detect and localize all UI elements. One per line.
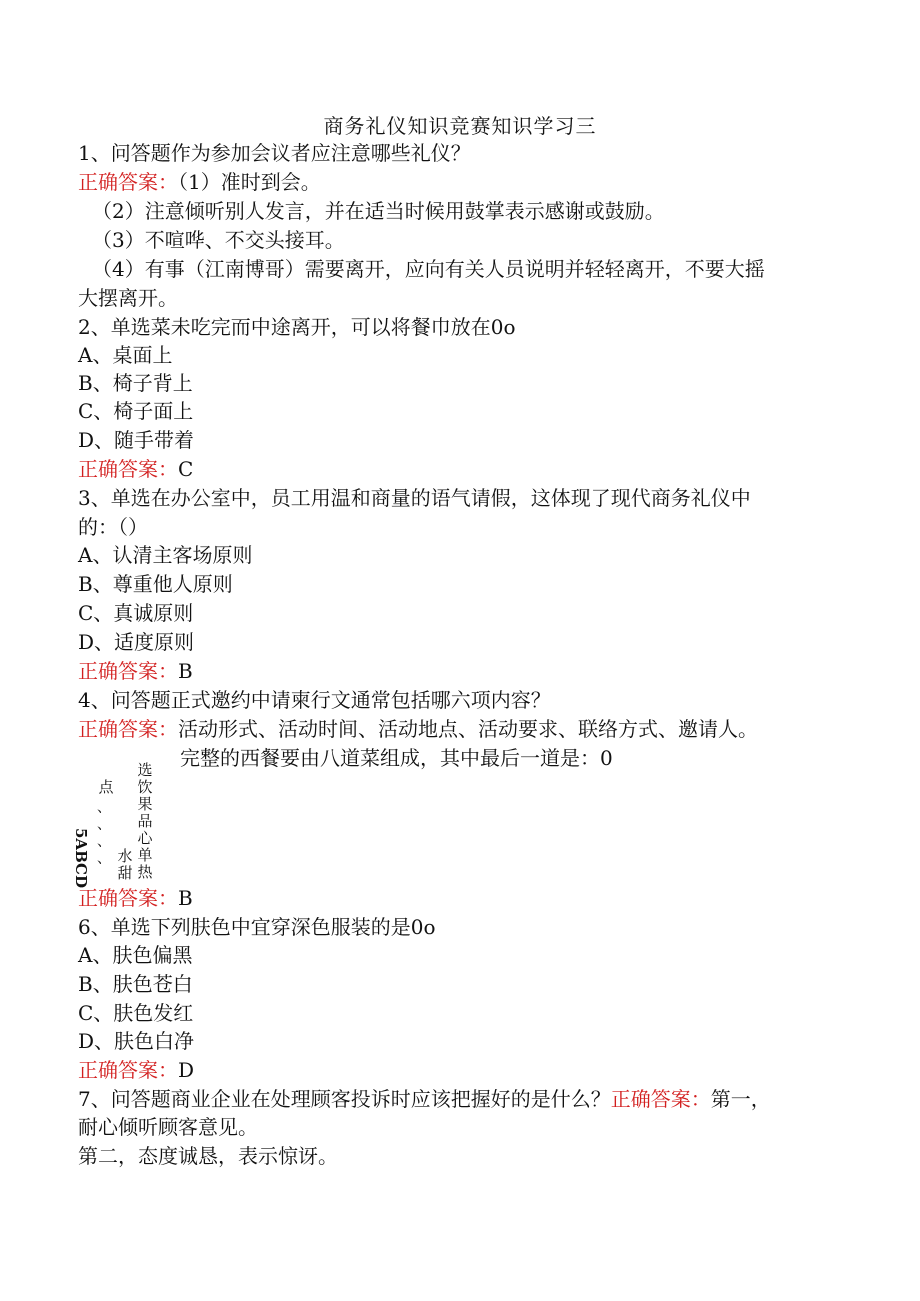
- column-char: 饮: [137, 778, 153, 796]
- question-1-answer-line: （2）注意倾听别人发言，并在适当时候用鼓掌表示感谢或鼓励。: [92, 199, 665, 223]
- separator-mark: 、: [97, 834, 111, 850]
- question-5-answer: [78, 885, 193, 911]
- question-4-stem: 4、问答题正式邀约中请柬行文通常包括哪六项内容？: [78, 688, 551, 712]
- option-a: A、桌面上: [78, 343, 173, 367]
- separator-mark: 、: [97, 817, 111, 833]
- answer-text: B: [178, 659, 193, 683]
- column-char: 果: [137, 795, 153, 813]
- option-b: B、尊重他人原则: [78, 572, 233, 596]
- question-6-stem: 6、单选下列肤色中宜穿深色服装的是0o: [78, 915, 436, 939]
- question-5-column-c2: [116, 848, 134, 882]
- option-d: D、随手带着: [78, 428, 195, 452]
- answer-text: D: [178, 1058, 195, 1082]
- column-char: 热: [137, 863, 153, 881]
- vertical-option-letters: 5ABCD: [72, 828, 90, 888]
- question-1-answer-line: 大摆离开。: [78, 286, 178, 310]
- question-7-answer-line: 耐心倾听顾客意见。: [78, 1115, 258, 1139]
- option-a: A、认清主客场原则: [78, 543, 253, 567]
- answer-text: B: [178, 886, 193, 910]
- question-2-answer: [78, 456, 193, 482]
- option-b: B、肤色苍白: [78, 972, 193, 996]
- question-2-stem: 2、单选菜未吃完而中途离开，可以将餐巾放在0o: [78, 315, 516, 339]
- question-3-stem-cont: 的：（）: [78, 515, 148, 539]
- question-4-answer: [78, 716, 758, 742]
- question-7-answer-line: 第二，态度诚恳，表示惊讶。: [78, 1144, 338, 1168]
- answer-text: C: [178, 457, 194, 481]
- answer-label: 正确答案：: [78, 170, 178, 194]
- answer-text: （1）准时到会。: [178, 170, 321, 194]
- answer-label: 正确答案：: [78, 717, 178, 741]
- answer-label: 正确答案：: [610, 1087, 711, 1111]
- question-3-answer: [78, 658, 193, 684]
- question-1-stem: 1、问答题作为参加会议者应注意哪些礼仪？: [78, 141, 471, 165]
- document-title: 商务礼仪知识竞赛知识学习三: [323, 114, 597, 138]
- option-c: C、椅子面上: [78, 399, 194, 423]
- question-1-answer: [78, 169, 321, 195]
- answer-label: 正确答案：: [78, 457, 178, 481]
- separator-mark: 、: [97, 800, 111, 816]
- separator-mark: 、: [97, 851, 111, 867]
- answer-text: 第一，: [710, 1087, 771, 1111]
- column-char: 单: [137, 846, 153, 864]
- option-a: A、肤色偏黑: [78, 943, 193, 967]
- option-c: C、真诚原则: [78, 601, 194, 625]
- answer-text: 活动形式、活动时间、活动地点、活动要求、联络方式、邀请人。: [178, 717, 758, 741]
- question-7-stem: [78, 1086, 771, 1112]
- option-b: B、椅子背上: [78, 371, 193, 395]
- question-1-answer-line: （3）不喧哗、不交头接耳。: [92, 228, 345, 252]
- answer-label: 正确答案：: [78, 886, 178, 910]
- column-char: 水: [117, 847, 133, 865]
- question-5-separator-column: [95, 800, 113, 868]
- question-5-stem: 完整的西餐要由八道菜组成，其中最后一道是：0: [180, 746, 613, 770]
- option-c: C、肤色发红: [78, 1001, 194, 1025]
- column-char: 点: [98, 778, 114, 796]
- answer-label: 正确答案：: [78, 1058, 178, 1082]
- column-char: 心: [137, 829, 153, 847]
- option-d: D、适度原则: [78, 630, 195, 654]
- column-char: 品: [137, 812, 153, 830]
- question-5-column-d: [136, 762, 154, 881]
- answer-label: 正确答案：: [78, 659, 178, 683]
- question-6-answer: [78, 1057, 194, 1083]
- question-7-stem-text: 7、问答题商业企业在处理顾客投诉时应该把握好的是什么？: [78, 1087, 611, 1111]
- column-char: 选: [137, 761, 153, 779]
- column-char: 甜: [117, 864, 133, 882]
- option-d: D、肤色白净: [78, 1029, 195, 1053]
- question-5-column-c: [97, 780, 115, 795]
- question-1-answer-line: （4）有事（江南博哥）需要离开，应向有关人员说明并轻轻离开，不要大摇: [92, 257, 765, 281]
- question-3-stem: 3、单选在办公室中，员工用温和商量的语气请假，这体现了现代商务礼仪中: [78, 486, 751, 510]
